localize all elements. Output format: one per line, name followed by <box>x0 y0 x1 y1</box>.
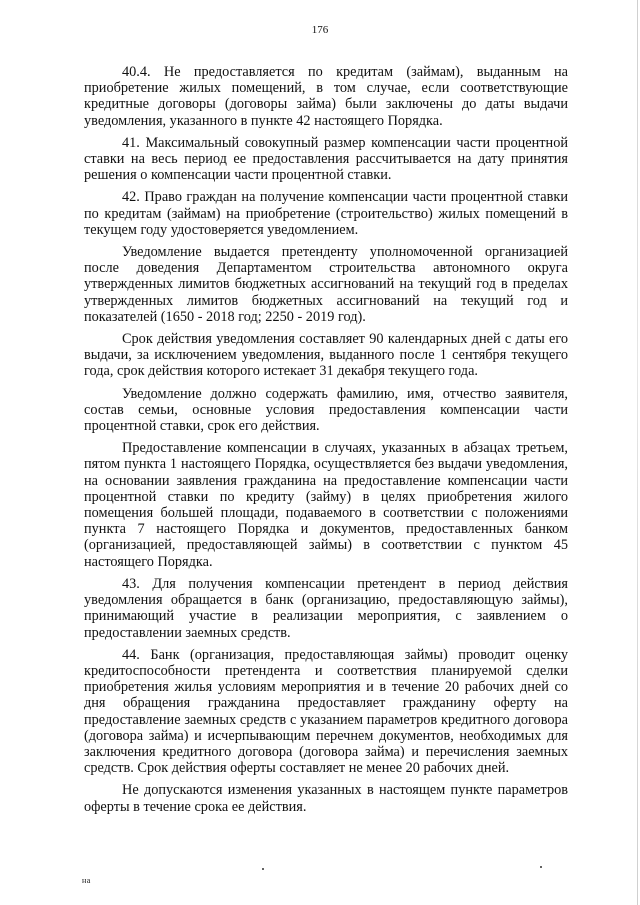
paragraph-40-4: 40.4. Не предоставляется по кредитам (займам), выданным на приобретение жилых помещений, в том случае, если соответствующие кредитные договоры (договоры займа) были заключены до даты выдачи уведомления, указанного в пункте 42 настоящего Порядка. <box>84 64 568 129</box>
paragraph-41: 41. Максимальный совокупный размер компенсации части процентной ставки на весь период ее предоставления рассчитывается на дату принятия решения о компенсации части процентной ставки. <box>84 134 568 184</box>
document-body <box>84 64 568 815</box>
paragraph-42: 42. Право граждан на получение компенсации части процентной ставки по кредитам (займам) на приобретение (строительство) жилых помещений в текущем году удостоверяется уведомлением. <box>84 189 568 238</box>
page-number: 176 <box>311 24 329 36</box>
paragraph-notification-contents: Уведомление должно содержать фамилию, имя, отчество заявителя, состав семьи, основные условия предоставления компенсации части процентной ставки, срок его действия. <box>84 385 568 435</box>
paragraph-notification-validity: Срок действия уведомления составляет 90 календарных дней с даты его выдачи, за исключением уведомления, выданного после 1 сентября текущего года, срок действия которого истекает 31 декабря текущего года. <box>84 331 568 380</box>
footer-margin-mark: на <box>82 876 91 885</box>
paragraph-offer-parameters: Не допускаются изменения указанных в настоящем пункте параметров оферты в течение срока ее действия. <box>84 782 568 815</box>
paragraph-43: 43. Для получения компенсации претендент в период действия уведомления обращается в банк (организацию, предоставляющую займы), принимающий участие в реализации мероприятия, с заявлением о предоставлении заемных средств. <box>84 575 568 641</box>
scan-speck <box>262 868 264 870</box>
paragraph-notification-issuance: Уведомление выдается претенденту уполномоченной организацией после доведения Департаментом строительства автономного округа утвержденных лимитов бюджетных ассигнований на текущий год в пределах утвержденных лимитов бюджетных ассигнований на текущий год и показателей (1650 - 2018 год; 2250 - 2019 год). <box>84 244 568 325</box>
scan-speck <box>540 866 542 868</box>
scan-page-edge <box>637 0 638 905</box>
paragraph-compensation-without-notification: Предоставление компенсации в случаях, указанных в абзацах третьем, пятом пункта 1 настоящего Порядка, осуществляется без выдачи уведомления, на основании заявления гражданина на предоставление компенсации части процентной ставки по кредиту (займу) в целях приобретения жилого помещения большей площади, подаваемого в соответствии с положениями пункта 7 настоящего Порядка и документов, предоставленных банком (организацией, предоставляющей займы) в соответствии с пунктом 45 настоящего Порядка. <box>84 440 568 570</box>
paragraph-44: 44. Банк (организация, предоставляющая займы) проводит оценку кредитоспособности претендента и соответствия планируемой сделки приобретения жилья условиям мероприятия и в течение 20 рабочих дней со дня обращения гражданина предоставляет гражданину оферту на предоставление заемных средств с указанием параметров кредитного договора (договора займа) и исчерпывающим перечнем документов, необходимых для заключения кредитного договора (договора займа) и перечисления заемных средств. Срок действия оферты составляет не менее 20 рабочих дней. <box>84 646 568 777</box>
